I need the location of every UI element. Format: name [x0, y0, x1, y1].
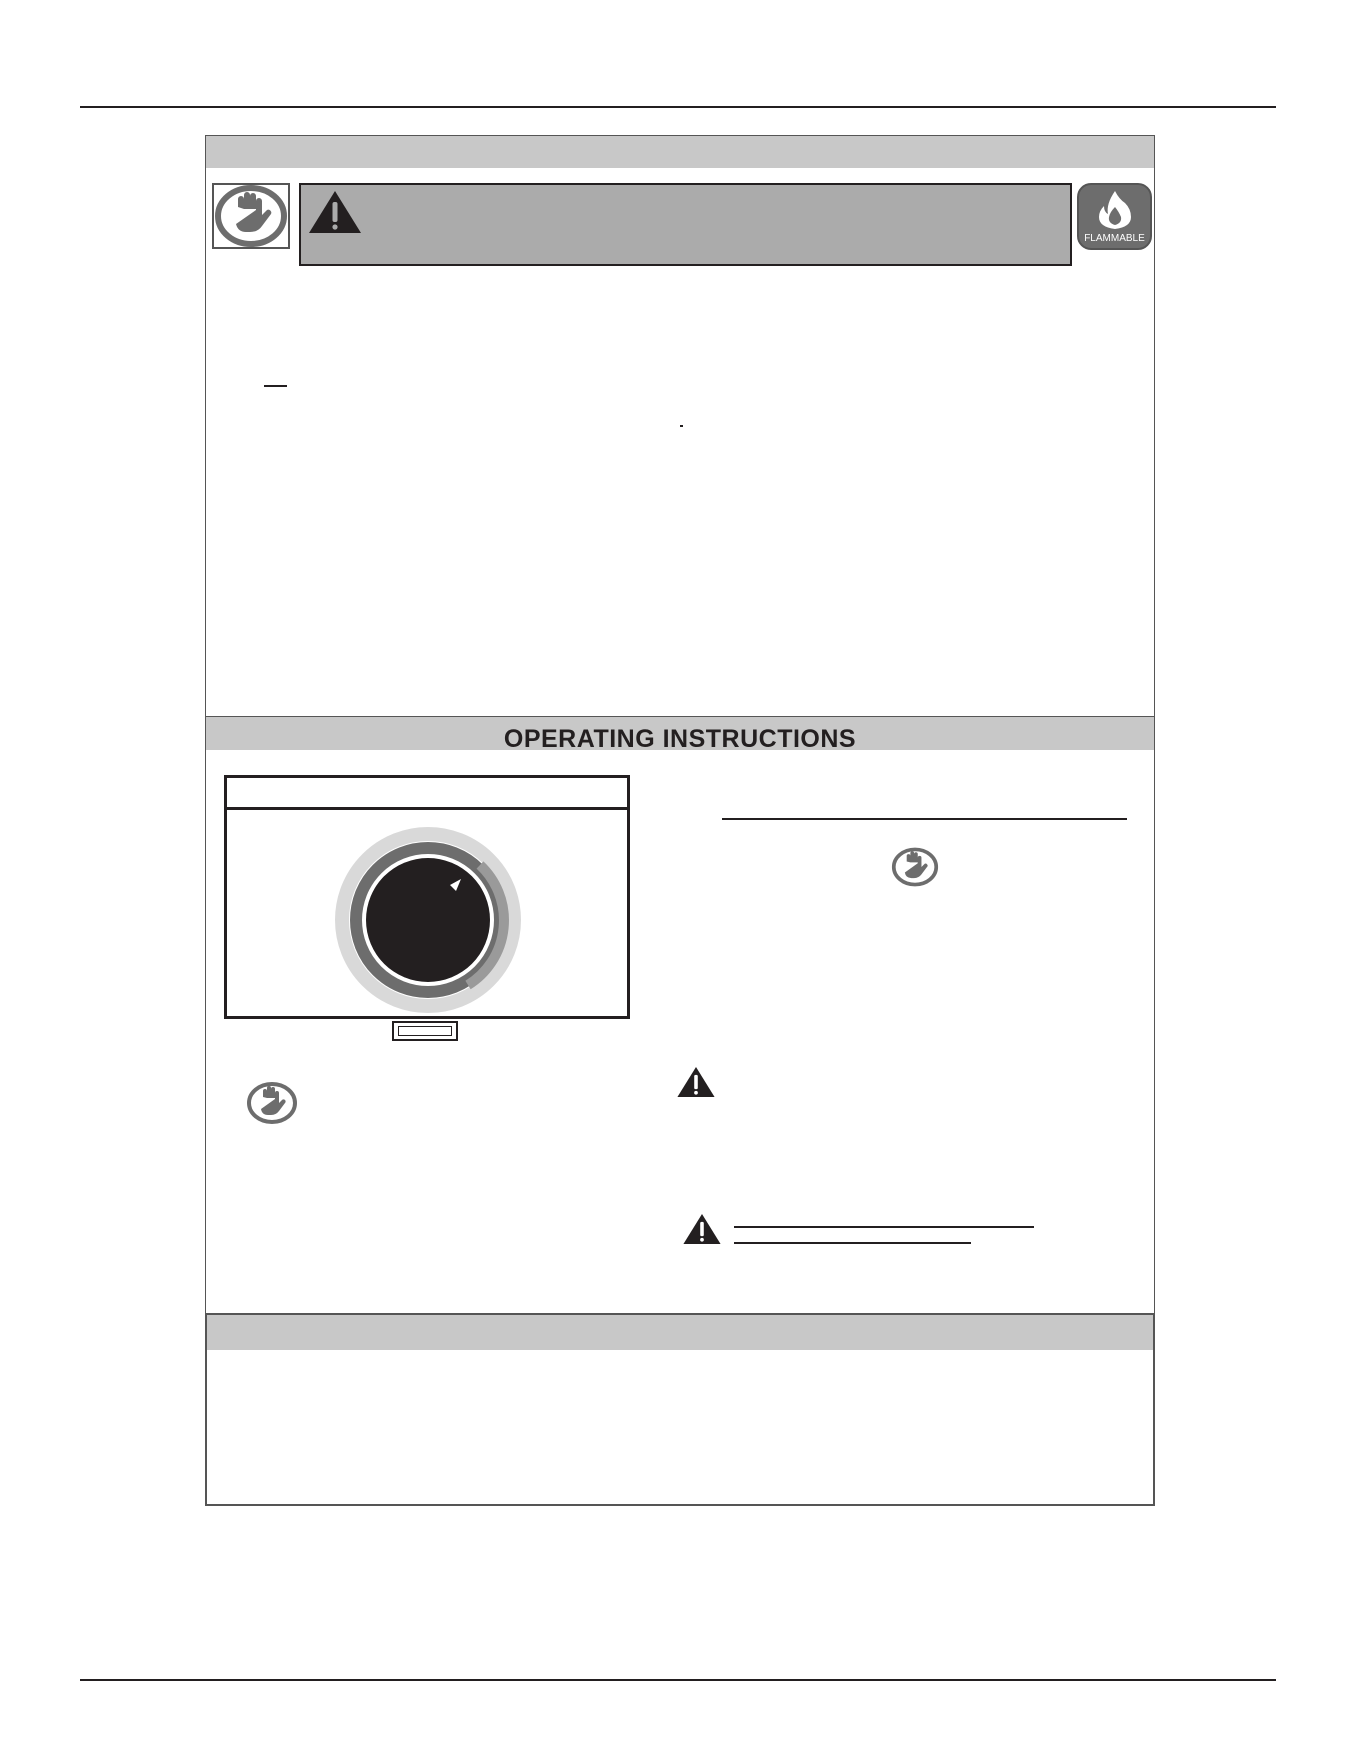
flammable-label: FLAMMABLE — [1084, 233, 1145, 244]
stop-hand-icon — [891, 846, 939, 888]
flammable-symbol — [1077, 183, 1152, 250]
figure-caption-box-inner — [398, 1026, 452, 1036]
warning-triangle-icon — [307, 189, 363, 235]
stop-hand-box — [212, 183, 290, 249]
knob-figure-frame — [224, 775, 630, 1019]
stop-hand-icon — [214, 185, 288, 247]
bottom-rule — [80, 1679, 1276, 1681]
figure-caption-box — [392, 1021, 458, 1041]
tick-mark — [680, 425, 683, 427]
warning-triangle-icon — [682, 1212, 722, 1246]
bottom-panel-header-band — [207, 1315, 1153, 1350]
bottom-panel — [205, 1313, 1155, 1506]
warning-panel-header-band — [206, 136, 1154, 168]
warning-panel — [205, 135, 1155, 717]
operating-instructions-header-band — [206, 717, 1154, 753]
top-rule — [80, 106, 1276, 108]
warning-underline-2 — [734, 1242, 971, 1244]
stop-hand-icon — [246, 1081, 298, 1125]
warning-triangle-icon — [676, 1065, 716, 1099]
underline-mark — [264, 385, 287, 387]
knob-figure-label-strip — [227, 807, 627, 810]
flammable-flame-icon — [1097, 189, 1133, 229]
operating-instructions-title: OPERATING INSTRUCTIONS — [503, 725, 857, 753]
warning-bar — [299, 183, 1072, 266]
warning-underline-1 — [734, 1226, 1034, 1228]
instruction-underline-1 — [722, 818, 1127, 820]
control-knob — [330, 825, 526, 1015]
operating-instructions-panel — [205, 716, 1155, 1314]
